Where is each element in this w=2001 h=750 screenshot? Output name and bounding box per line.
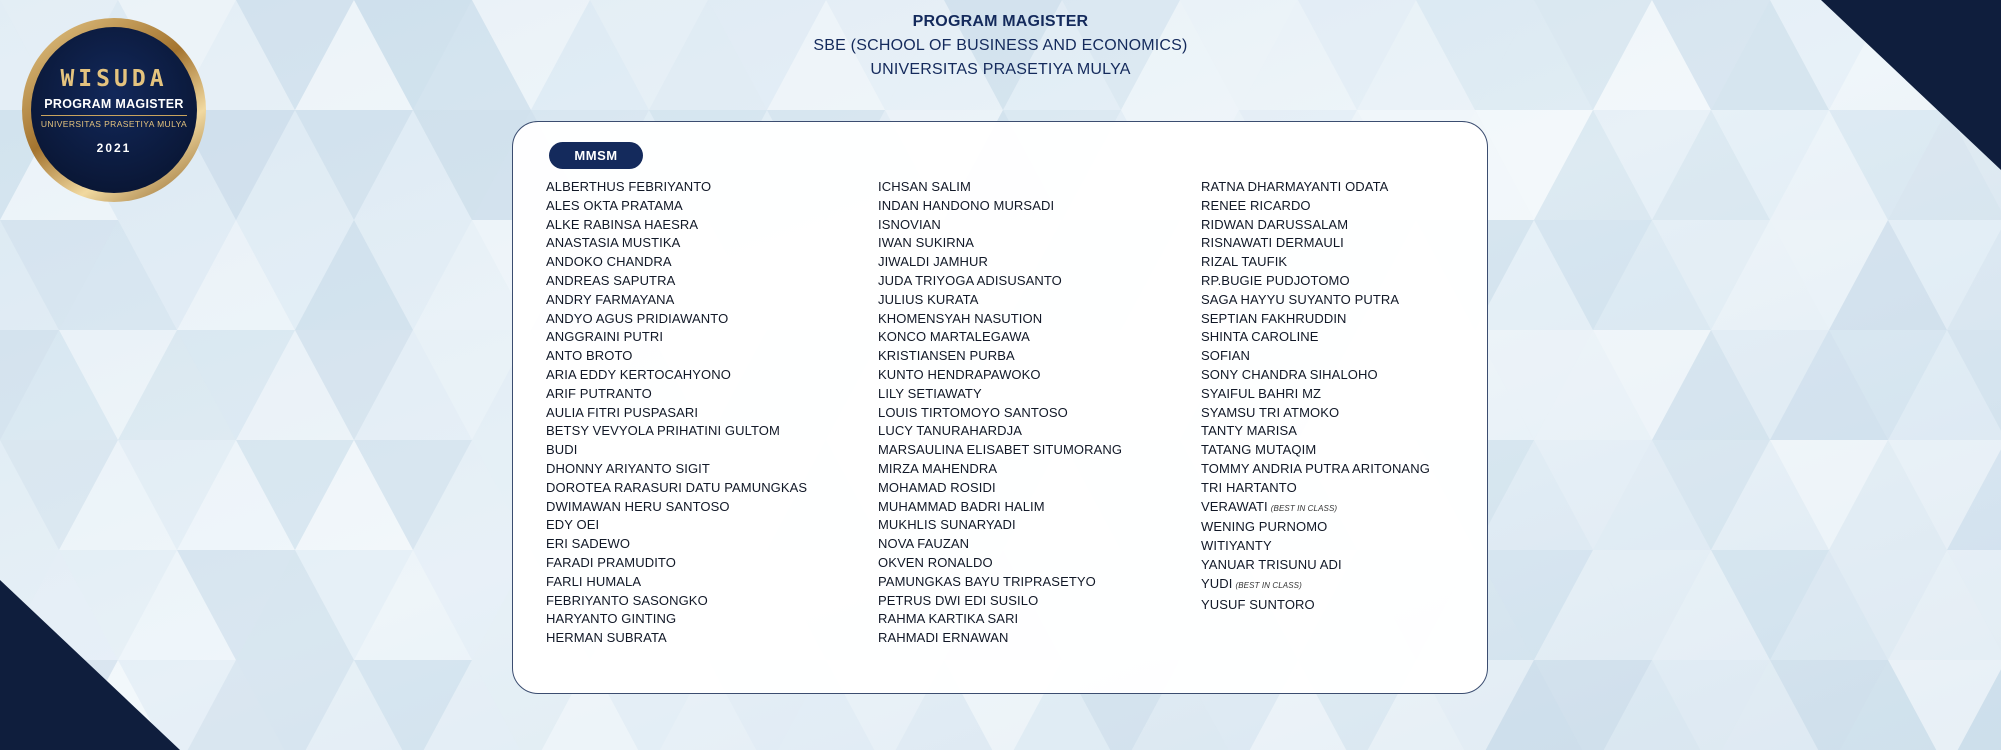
graduate-name [1201,216,1430,235]
graduate-name-text: TOMMY ANDRIA PUTRA ARITONANG [1201,460,1430,476]
graduate-name [878,291,1122,310]
badge-university: UNIVERSITAS PRASETIYA MULYA [41,115,187,129]
graduate-name-text: EDY OEI [546,517,600,533]
graduate-name-text: SHINTA CAROLINE [1201,329,1319,345]
graduate-name-text: RATNA DHARMAYANTI ODATA [1201,179,1389,194]
page-header [0,10,2001,82]
graduate-name [878,573,1122,592]
graduate-name-text: MOHAMAD ROSIDI [878,479,996,495]
graduate-name [1201,575,1430,596]
graduate-name-text: RAHMA KARTIKA SARI [878,611,1019,627]
graduate-name [546,347,807,366]
graduate-name-text: PETRUS DWI EDI SUSILO [878,592,1039,608]
graduate-name-text: DHONNY ARIYANTO SIGIT [546,460,710,476]
graduate-name [878,516,1122,535]
graduate-name-text: ANDREAS SAPUTRA [546,272,676,288]
graduate-name [878,310,1122,329]
graduate-name-text: ARIA EDDY KERTOCAHYONO [546,366,731,382]
graduate-name [878,404,1122,423]
graduate-name-text: KONCO MARTALEGAWA [878,329,1030,345]
graduate-name-text: ARIF PUTRANTO [546,385,652,401]
graduate-name [1201,272,1430,291]
graduate-name [546,234,807,253]
graduate-name [546,479,807,498]
graduate-name-text: JUDA TRIYOGA ADISUSANTO [878,272,1062,288]
graduate-name [546,328,807,347]
graduate-name-text: ANDYO AGUS PRIDIAWANTO [546,310,729,326]
header-school: SBE (SCHOOL OF BUSINESS AND ECONOMICS) [813,37,1188,54]
graduate-name [1201,366,1430,385]
graduate-name [546,516,807,535]
graduate-name-text: SONY CHANDRA SIHALOHO [1201,366,1378,382]
graduate-name-text: SYAIFUL BAHRI MZ [1201,385,1322,401]
graduate-name [1201,518,1430,537]
graduate-name [878,554,1122,573]
graduate-name [546,422,807,441]
graduate-name [1201,498,1430,519]
graduate-name-text: ANTO BROTO [546,348,633,364]
graduate-name-text: ALKE RABINSA HAESRA [546,216,699,232]
graduate-name [546,573,807,592]
graduate-name [546,610,807,629]
graduate-name [878,197,1122,216]
graduate-name-text: ISNOVIAN [878,216,941,232]
graduate-name [878,234,1122,253]
header-university: UNIVERSITAS PRASETIYA MULYA [870,61,1131,78]
graduate-name [878,592,1122,611]
graduate-name-text: HERMAN SUBRATA [546,630,667,646]
graduate-name-text: MIRZA MAHENDRA [878,460,998,476]
graduate-name [546,178,807,197]
graduate-name [878,253,1122,272]
graduate-name-text: ANASTASIA MUSTIKA [546,235,681,251]
graduate-name-text: RIDWAN DARUSSALAM [1201,216,1349,232]
graduate-name [1201,291,1430,310]
graduate-name-text: WENING PURNOMO [1201,519,1328,535]
graduate-name-text: ANDRY FARMAYANA [546,291,675,307]
graduate-name [1201,328,1430,347]
name-column-3 [1201,178,1430,614]
graduate-name [878,498,1122,517]
graduate-name [1201,441,1430,460]
graduate-name [878,610,1122,629]
graduate-name-text: FEBRIYANTO SASONGKO [546,592,708,608]
graduate-name-text: JULIUS KURATA [878,291,979,307]
graduate-name-text: HARYANTO GINTING [546,611,677,627]
graduate-name [546,366,807,385]
graduate-name-text: BUDI [546,442,578,458]
graduate-name-text: JIWALDI JAMHUR [878,254,988,270]
graduate-name-text: FARADI PRAMUDITO [546,554,676,570]
graduate-name-text: NOVA FAUZAN [878,536,970,552]
graduate-name-text: ANGGRAINI PUTRI [546,329,664,345]
graduate-name [1201,404,1430,423]
graduate-name [546,535,807,554]
graduate-name [546,404,807,423]
graduate-name-text: RENEE RICARDO [1201,197,1311,213]
graduate-name-text: PAMUNGKAS BAYU TRIPRASETYO [878,573,1096,589]
graduate-name [1201,385,1430,404]
graduate-name-text: ANDOKO CHANDRA [546,254,672,270]
graduate-name-text: TRI HARTANTO [1201,479,1297,495]
graduate-name [546,592,807,611]
graduate-name [1201,234,1430,253]
graduate-name [878,347,1122,366]
graduate-name [546,441,807,460]
graduate-name-text: AULIA FITRI PUSPASARI [546,404,699,420]
graduate-name-text: BETSY VEVYOLA PRIHATINI GULTOM [546,423,780,439]
graduate-name [878,441,1122,460]
graduate-name [1201,422,1430,441]
graduate-name-text: YUSUF SUNTORO [1201,596,1315,612]
name-column-2 [878,178,1122,648]
graduate-name [546,498,807,517]
name-column-1 [546,178,807,648]
graduate-name-text: RIZAL TAUFIK [1201,254,1288,270]
graduate-name [1201,178,1430,197]
graduate-name [1201,253,1430,272]
graduate-name [1201,197,1430,216]
graduate-name-text: ICHSAN SALIM [878,179,971,194]
graduate-name-text: KRISTIANSEN PURBA [878,348,1015,364]
badge-program: PROGRAM MAGISTER [44,96,184,111]
best-in-class-note: (BEST IN CLASS) [1270,503,1338,513]
graduate-name [878,216,1122,235]
graduate-name [1201,460,1430,479]
graduate-name [1201,479,1430,498]
graduate-name [878,272,1122,291]
graduate-name-text: LILY SETIAWATY [878,385,982,401]
graduate-name-text: IWAN SUKIRNA [878,235,975,251]
graduate-name-text: MARSAULINA ELISABET SITUMORANG [878,442,1123,458]
program-label-pill: MMSM [549,142,643,169]
graduate-name-text: TANTY MARISA [1201,423,1298,439]
graduate-name-text: INDAN HANDONO MURSADI [878,197,1055,213]
graduate-name [878,422,1122,441]
graduate-name-text: SOFIAN [1201,348,1250,364]
graduate-name [878,629,1122,648]
graduate-name [878,479,1122,498]
graduate-name-text: KHOMENSYAH NASUTION [878,310,1043,326]
badge-year: 2021 [96,140,132,155]
graduate-name [878,366,1122,385]
graduate-name [546,253,807,272]
badge-wisuda-wordmark: WISUDA [60,65,168,92]
graduate-name [546,629,807,648]
graduate-name-text: LOUIS TIRTOMOYO SANTOSO [878,404,1068,420]
graduate-name-text: DOROTEA RARASURI DATU PAMUNGKAS [546,479,808,495]
graduate-name [546,554,807,573]
graduate-name [546,216,807,235]
graduate-name [878,460,1122,479]
graduate-name-text: DWIMAWAN HERU SANTOSO [546,498,730,514]
graduate-name-text: ALES OKTA PRATAMA [546,197,683,213]
graduate-name-text: SYAMSU TRI ATMOKO [1201,404,1340,420]
graduate-name [878,385,1122,404]
graduate-name-text: TATANG MUTAQIM [1201,442,1317,458]
graduate-name-text: WITIYANTY [1201,538,1272,554]
header-program: PROGRAM MAGISTER [912,13,1089,30]
graduate-name-text: FARLI HUMALA [546,573,642,589]
graduate-name-text: SAGA HAYYU SUYANTO PUTRA [1201,291,1400,307]
graduate-name [546,197,807,216]
graduate-name-text: YUDI [1201,575,1233,591]
graduate-name-text: YANUAR TRISUNU ADI [1201,556,1342,572]
graduate-name [546,272,807,291]
graduate-name-text: ERI SADEWO [546,536,631,552]
graduate-name-text: LUCY TANURAHARDJA [878,423,1023,439]
graduate-name-text: OKVEN RONALDO [878,554,993,570]
graduate-name-text: SEPTIAN FAKHRUDDIN [1201,310,1347,326]
graduate-name-text: RAHMADI ERNAWAN [878,630,1009,646]
graduate-name [1201,537,1430,556]
best-in-class-note: (BEST IN CLASS) [1235,580,1302,590]
graduate-name [878,178,1122,197]
graduate-name [1201,556,1430,575]
graduate-name [1201,310,1430,329]
graduate-name [546,460,807,479]
graduate-name-text: RISNAWATI DERMAULI [1201,235,1344,251]
graduate-name-text: MUKHLIS SUNARYADI [878,517,1016,533]
graduate-name [1201,596,1430,615]
graduate-name-text: KUNTO HENDRAPAWOKO [878,366,1041,382]
graduate-name [546,310,807,329]
graduate-name [546,291,807,310]
graduate-name-text: VERAWATI [1201,498,1268,514]
graduate-name-text: RP.BUGIE PUDJOTOMO [1201,272,1350,288]
graduate-list-card [512,121,1488,694]
graduate-name-text: MUHAMMAD BADRI HALIM [878,498,1045,514]
graduate-name [1201,347,1430,366]
graduate-name [546,385,807,404]
graduate-name [878,328,1122,347]
graduate-name-text: ALBERTHUS FEBRIYANTO [546,179,712,194]
graduate-name [878,535,1122,554]
